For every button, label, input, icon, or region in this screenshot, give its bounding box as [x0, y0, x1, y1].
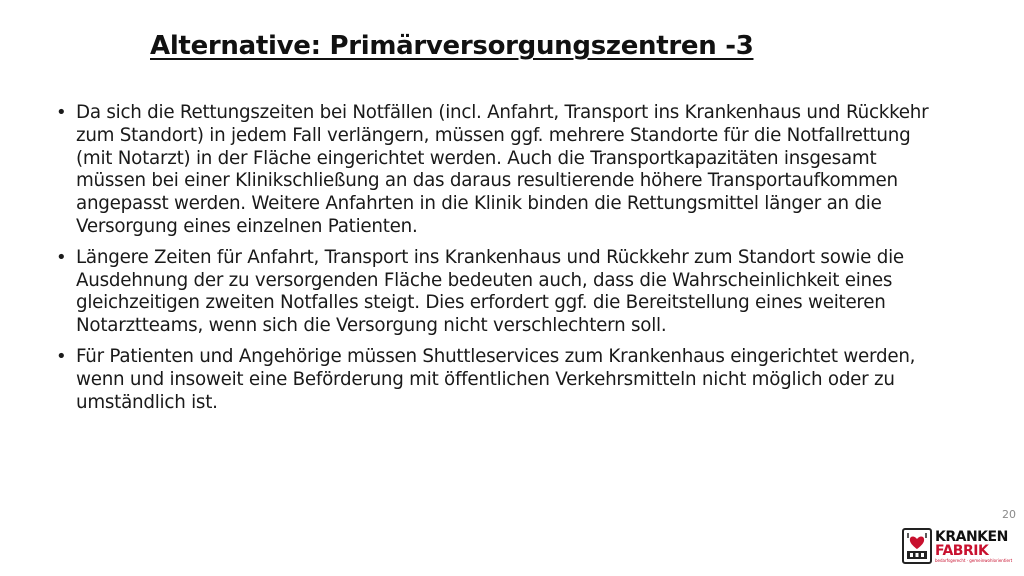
- bullet-list: [48, 102, 948, 422]
- bullet-text: Für Patienten und Angehörige müssen Shuttleservices zum Krankenhaus eingerichtet werden, wenn und insoweit eine Beförderung mit öffentlichen Verkehrsmitteln nicht möglich oder zu umständlich ist.: [76, 345, 916, 413]
- bullet-dot: •: [56, 102, 67, 123]
- krankenfabrik-logo: [902, 524, 1018, 568]
- bullet-item: [48, 346, 948, 414]
- bullet-dot: •: [56, 246, 67, 268]
- logo-emblem-graphic: [904, 530, 930, 562]
- logo-word-bottom: FABRIK: [935, 542, 989, 559]
- bullet-item: [48, 247, 948, 338]
- logo-tagline: bedarfsgerecht · gemeinwohlorientiert: [935, 557, 1013, 563]
- bullet-text: Längere Zeiten für Anfahrt, Transport ins Krankenhaus und Rückkehr zum Standort sowie die Ausdehnung der zu versorgenden Fläche bedeuten auch, dass die Wahrscheinlichkeit eines gleichzeitigen zweiten Notfalles steigt. Dies erfordert ggf. die Bereitstellung eines weiteren Notarztteams, wenn sich die Versorgung nicht verschlechtern soll.: [76, 246, 904, 337]
- bullet-text: Da sich die Rettungszeiten bei Notfällen (incl. Anfahrt, Transport ins Krankenhaus und Rückkehr zum Standort) in jedem Fall verlängern, müssen ggf. mehrere Standorte für die Notfallrettung (mit Notarzt) in der Fläche eingerichtet werden. Auch die Transportkapazitäten insgesamt müssen bei einer Klinikschließung an das daraus resultierende höhere Transportaufkommen angepasst werden. Weitere Anfahrten in die Klinik binden die Rettungsmittel länger an die Versorgung eines einzelnen Patienten.: [76, 102, 929, 237]
- bullet-item: [48, 102, 948, 239]
- page-number: 20: [1002, 508, 1016, 521]
- slide-title: Alternative: Primärversorgungszentren -3: [150, 31, 754, 61]
- logo-wordmark: [935, 530, 1012, 563]
- logo-emblem-icon: [902, 528, 932, 564]
- bullet-dot: •: [56, 345, 67, 367]
- logo-word-top: KRANKEN: [935, 528, 1008, 545]
